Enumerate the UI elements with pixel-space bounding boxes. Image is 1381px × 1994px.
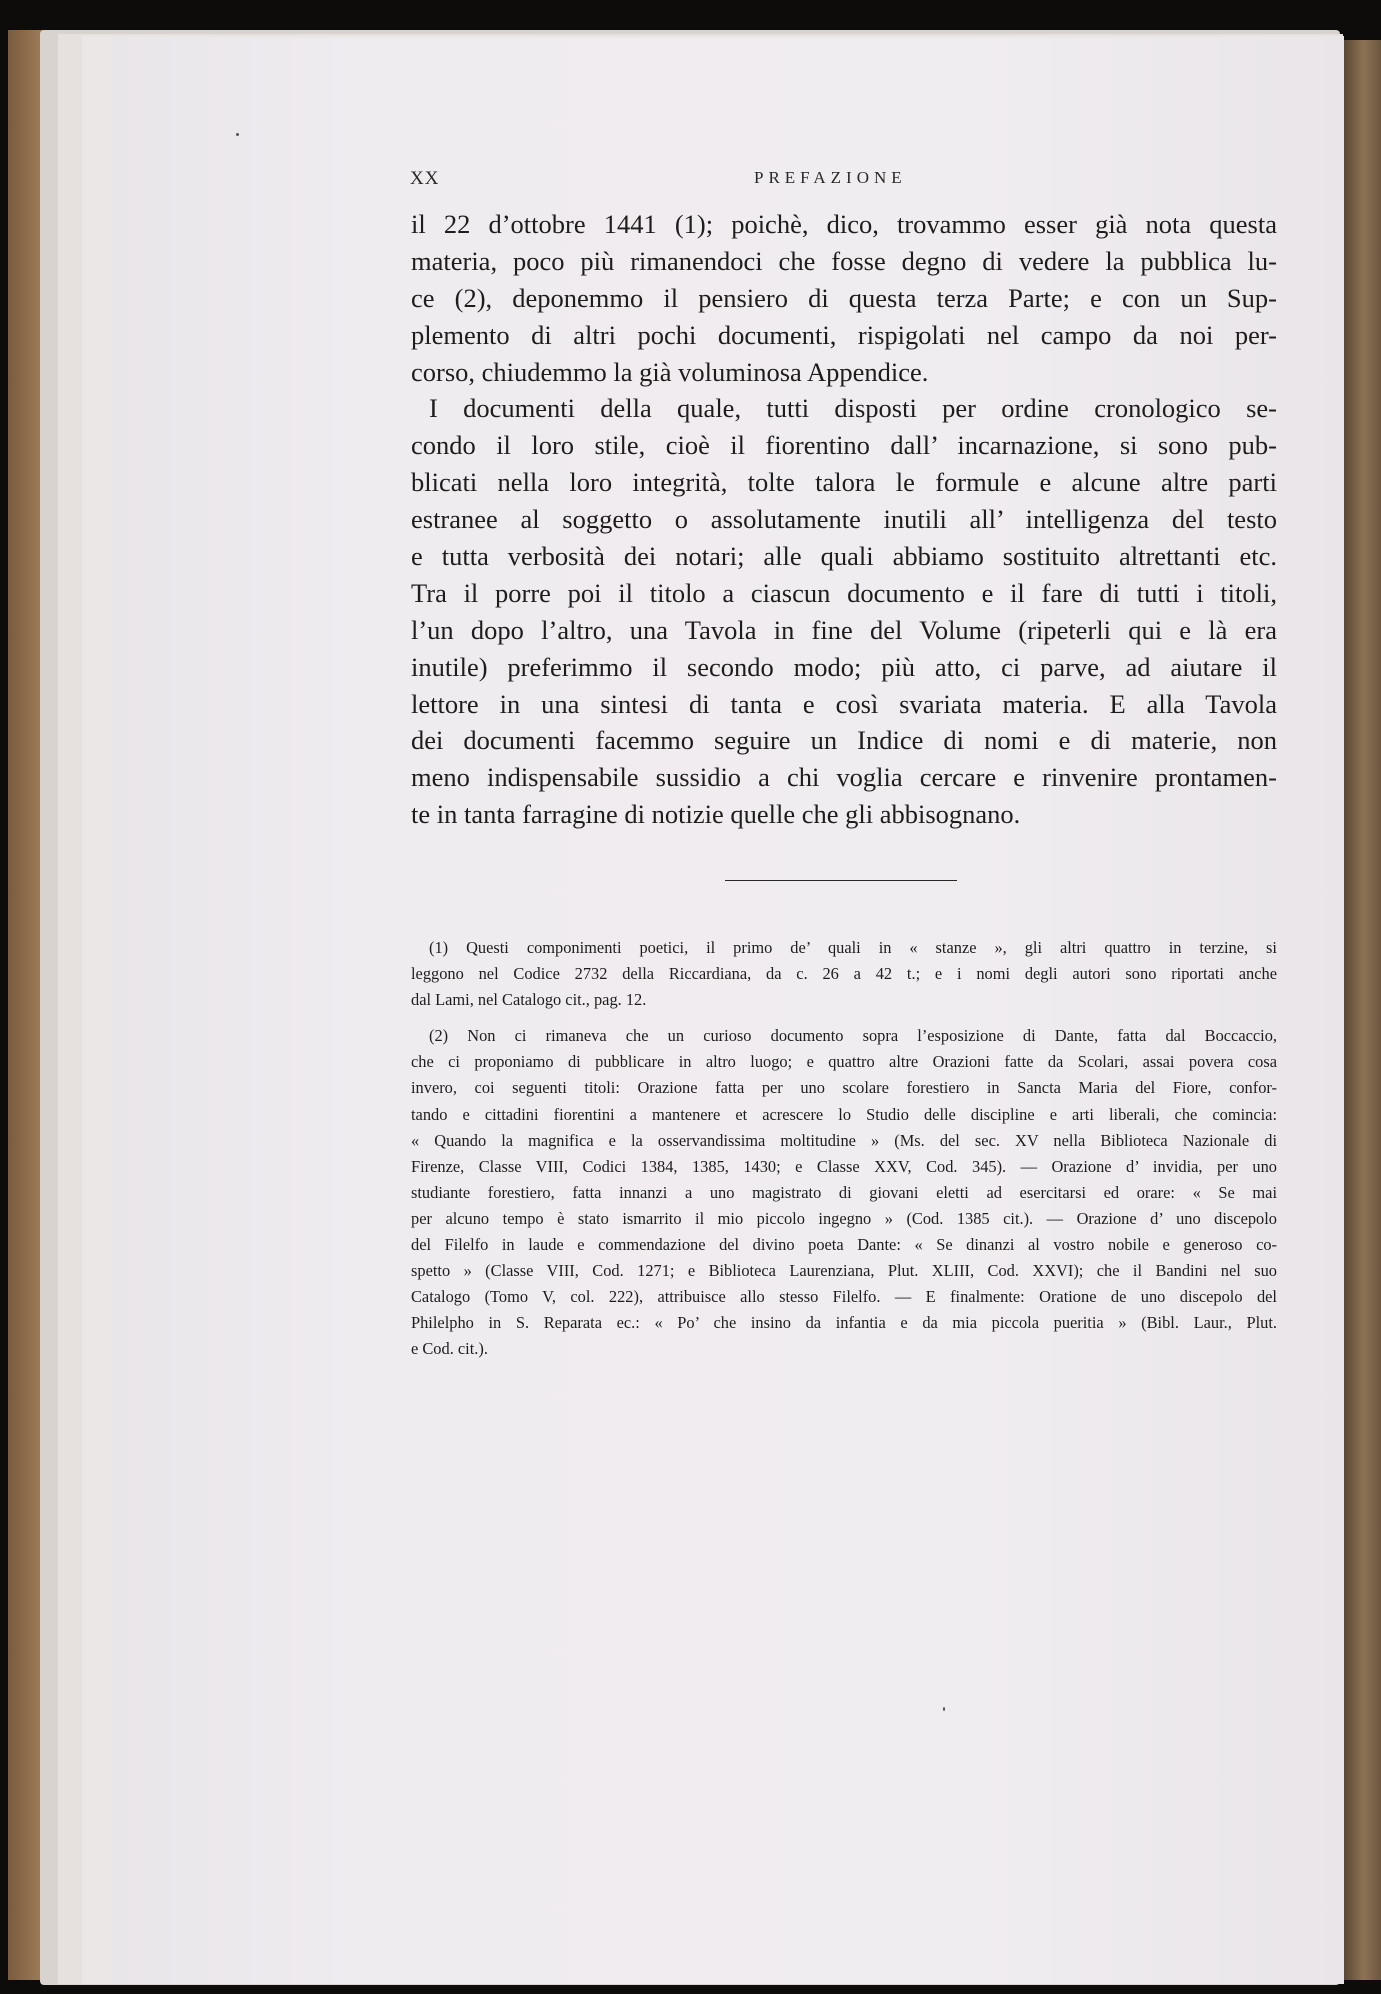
body-line: ce (2), deponemmo il pensiero di questa terza Parte; e con un Sup- — [411, 282, 1277, 313]
body-line: estranee al soggetto o assolutamente inutili all’ intelligenza del testo — [411, 504, 1277, 535]
footnote-separator — [725, 880, 957, 881]
footnote-line: che ci proponiamo di pubblicare in altro luogo; e quattro altre Orazioni fatte da Scolari, assai povera cosa — [411, 1052, 1277, 1072]
footnote-line: spetto » (Classe VIII, Cod. 1271; e Biblioteca Laurenziana, Plut. XLIII, Cod. XXVI); che il Bandini nel suo — [411, 1261, 1277, 1281]
paper-speck — [943, 1707, 945, 1711]
body-line: inutile) preferimmo il secondo modo; più atto, ci parve, ad aiutare il — [411, 651, 1277, 682]
footnote-line: tando e cittadini fiorentini a mantenere et acrescere lo Studio delle discipline e arti liberali, che comincia: — [411, 1104, 1277, 1124]
footnotes — [411, 935, 1277, 1363]
body-line: lettore in una sintesi di tanta e così svariata materia. E alla Tavola — [411, 688, 1277, 719]
body-text — [411, 206, 1277, 833]
body-line: blicati nella loro integrità, tolte talora le formule e alcune altre parti — [411, 467, 1277, 498]
body-line: e tutta verbosità dei notari; alle quali abbiamo sostituito altrettanti etc. — [411, 541, 1277, 572]
body-line: Tra il porre poi il titolo a ciascun documento e il fare di tutti i titoli, — [411, 577, 1277, 608]
footnote-line: « Quando la magnifica e la osservandissima moltitudine » (Ms. del sec. XV nella Biblioteca Nazionale di — [411, 1130, 1277, 1150]
footnote-1 — [411, 935, 1277, 1013]
body-line: dei documenti facemmo seguire un Indice di nomi e di materie, non — [411, 725, 1277, 756]
body-line: meno indispensabile sussidio a chi voglia cercare e rinvenire prontamen- — [411, 762, 1277, 793]
footnote-line: (1) Questi componimenti poetici, il primo de’ quali in « stanze », gli altri quattro in terzine, si — [429, 938, 1277, 957]
footnote-line: studiante forestiero, fatta innanzi a uno magistrato di giovani eletti ad esercitarsi ed orare: « Se mai — [411, 1182, 1277, 1202]
running-title: PREFAZIONE — [754, 168, 907, 187]
paper-speck — [236, 133, 239, 136]
body-line: materia, poco più rimanendoci che fosse degno di vedere la pubblica lu- — [411, 245, 1277, 276]
footnote-line: Philelpho in S. Reparata ec.: « Po’ che insino da infantia e da mia piccola pueritia » (Bibl. Laur., Plut. — [411, 1313, 1277, 1333]
body-line: corso, chiudemmo la già voluminosa Appendice. — [411, 356, 929, 387]
body-line: te in tanta farragine di notizie quelle che gli abbisognano. — [411, 799, 1021, 830]
body-line: l’un dopo l’altro, una Tavola in fine del Volume (ripeterli qui e là era — [411, 614, 1277, 645]
page-header — [410, 168, 1280, 196]
footnote-line: dal Lami, nel Catalogo cit., pag. 12. — [411, 990, 647, 1010]
footnote-line: leggono nel Codice 2732 della Riccardiana, da c. 26 a 42 t.; e i nomi degli autori sono riportati anche — [411, 964, 1277, 984]
footnote-line: Firenze, Classe VIII, Codici 1384, 1385, 1430; e Classe XXV, Cod. 345). — Orazione d’ invidia, per uno — [411, 1156, 1277, 1176]
footnote-line: e Cod. cit.). — [411, 1339, 488, 1359]
footnote-line: (2) Non ci rimaneva che un curioso documento sopra l’esposizione di Dante, fatta dal Boccaccio, — [429, 1026, 1277, 1046]
body-line: il 22 d’ottobre 1441 (1); poichè, dico, trovammo esser già nota questa — [411, 209, 1277, 239]
body-line: plemento di altri pochi documenti, rispigolati nel campo da noi per- — [411, 319, 1277, 350]
footnote-2 — [411, 1023, 1277, 1362]
footnote-line: del Filelfo in laude e commendazione del divino poeta Dante: « Se dinanzi al vostro nobile e generoso co- — [411, 1235, 1277, 1255]
body-line: condo il loro stile, cioè il fiorentino dall’ incarnazione, si sono pub- — [411, 430, 1277, 461]
footnote-line: invero, coi seguenti titoli: Orazione fatta per uno scolare forestiero in Sancta Maria del Fiore, confor- — [411, 1078, 1277, 1098]
footnote-line: Catalogo (Tomo V, col. 222), attribuisce allo stesso Filelfo. — E finalmente: Oratione de uno discepolo del — [411, 1287, 1277, 1307]
book-cover-right — [1338, 40, 1381, 1980]
page-number: XX — [410, 168, 440, 189]
footnote-line: per alcuno tempo è stato ismarrito il mio piccolo ingegno » (Cod. 1385 cit.). — Orazione d’ uno discepolo — [411, 1208, 1277, 1228]
body-line: I documenti della quale, tutti disposti per ordine cronologico se- — [429, 393, 1277, 424]
